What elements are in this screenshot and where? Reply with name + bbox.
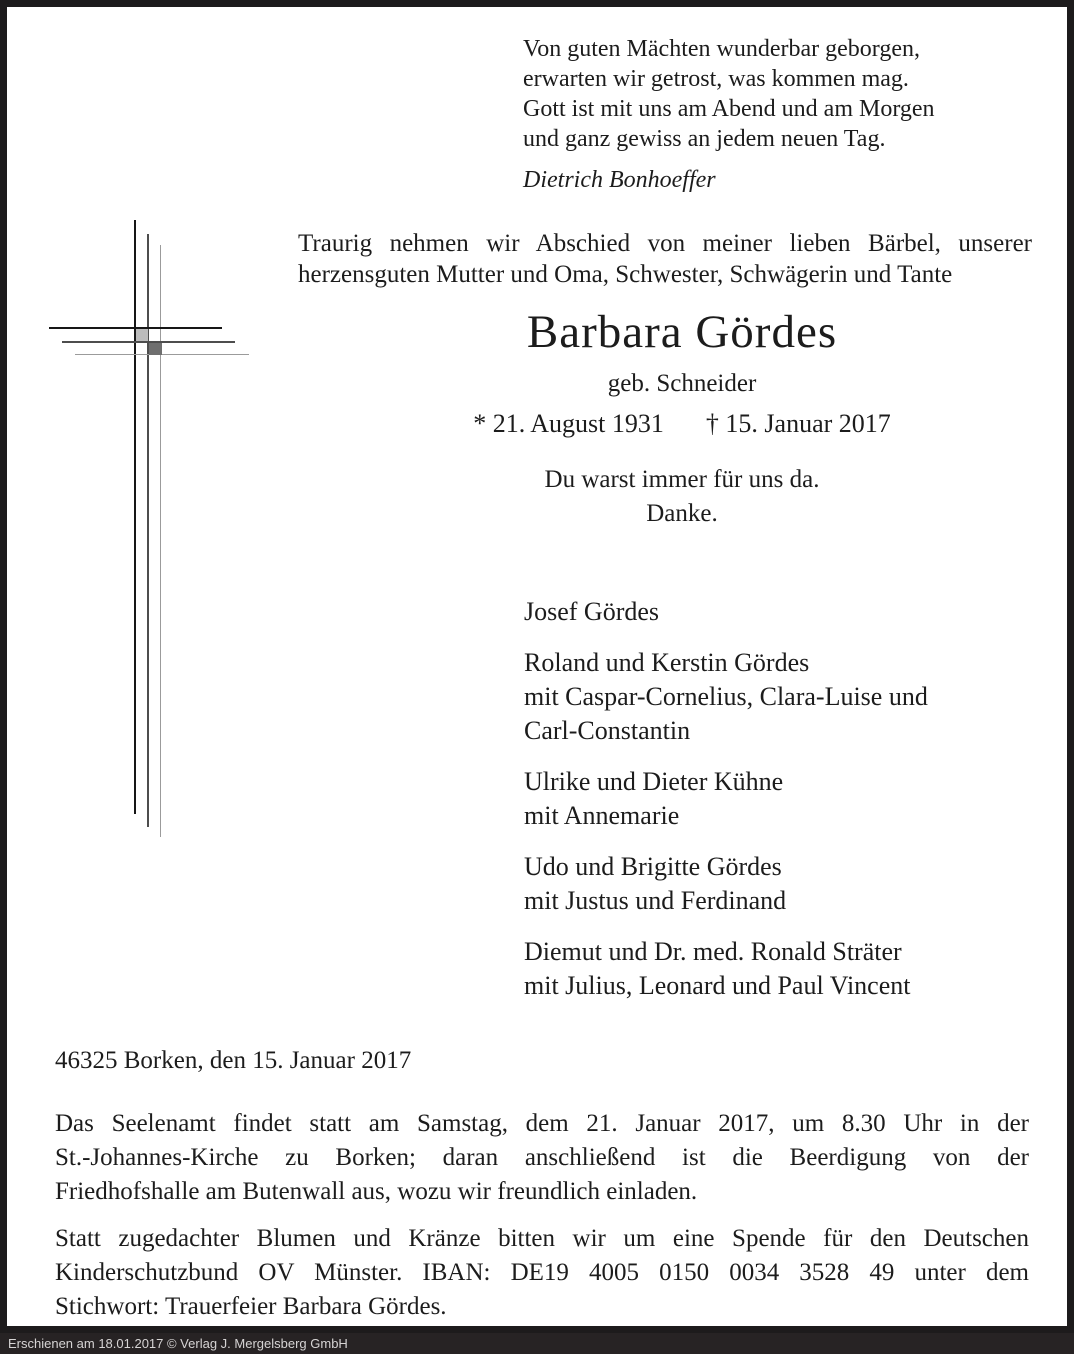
mourner-line: Roland und Kerstin Gördes bbox=[524, 648, 810, 677]
cross-vertical-line-dark bbox=[134, 220, 136, 814]
location-date: 46325 Borken, den 15. Januar 2017 bbox=[55, 1047, 412, 1074]
deceased-birth-name: geb. Schneider bbox=[607, 370, 757, 397]
mourner-line: Josef Gördes bbox=[524, 597, 660, 626]
donation-line: Statt zugedachter Blumen und Kränze bitten wir um eine Spende für den Deutschen bbox=[55, 1225, 1029, 1252]
mourner-line: Carl-Constantin bbox=[524, 716, 691, 745]
poem bbox=[523, 34, 993, 195]
poem-attribution: Dietrich Bonhoeffer bbox=[523, 167, 716, 193]
mourner-line: mit Julius, Leonard und Paul Vincent bbox=[524, 971, 911, 1000]
mourners-list bbox=[524, 595, 1044, 1020]
birth-date: * 21. August 1931 bbox=[473, 409, 664, 438]
cross-square-light bbox=[136, 329, 148, 341]
footer-text: Erschienen am 18.01.2017 © Verlag J. Mergelsberg GmbH bbox=[8, 1336, 348, 1351]
mourner-line: mit Caspar-Cornelius, Clara-Luise und bbox=[524, 682, 928, 711]
intro-line: herzensguten Mutter und Oma, Schwester, Schwägerin und Tante bbox=[298, 261, 953, 288]
life-dates bbox=[302, 408, 1062, 440]
tribute bbox=[302, 463, 1062, 531]
intro-paragraph bbox=[298, 228, 1032, 290]
mourner-line: Diemut und Dr. med. Ronald Sträter bbox=[524, 937, 902, 966]
cross-square-dark bbox=[149, 343, 162, 355]
poem-line: erwarten wir getrost, was kommen mag. bbox=[523, 66, 909, 92]
service-line: Das Seelenamt findet statt am Samstag, dem 21. Januar 2017, um 8.30 Uhr in der bbox=[55, 1110, 1029, 1137]
poem-line: Gott ist mit uns am Abend und am Morgen bbox=[523, 96, 935, 122]
poem-line: und ganz gewiss an jedem neuen Tag. bbox=[523, 126, 886, 152]
service-line: St.-Johannes-Kirche zu Borken; daran anschließend ist die Beerdigung von der bbox=[55, 1144, 1029, 1171]
cross-vertical-line-mid bbox=[147, 234, 149, 827]
mourner-line: mit Justus und Ferdinand bbox=[524, 886, 787, 915]
intro-line: Traurig nehmen wir Abschied von meiner lieben Bärbel, unserer bbox=[298, 230, 1032, 257]
mourner-entry bbox=[524, 850, 1044, 918]
donation-line: Kinderschutzbund OV Münster. IBAN: DE19 4005 0150 0034 3528 49 unter dem bbox=[55, 1259, 1029, 1286]
service-paragraph bbox=[55, 1107, 1029, 1209]
footer-bar bbox=[0, 1333, 1074, 1354]
mourner-line: Ulrike und Dieter Kühne bbox=[524, 767, 784, 796]
donation-line: Stichwort: Trauerfeier Barbara Gördes. bbox=[55, 1293, 447, 1320]
mourner-entry bbox=[524, 765, 1044, 833]
deceased-name: Barbara Gördes bbox=[526, 306, 838, 358]
tribute-line: Danke. bbox=[646, 500, 718, 527]
donation-paragraph bbox=[55, 1222, 1029, 1324]
cross-horizontal-line-light bbox=[75, 354, 249, 355]
death-date: † 15. Januar 2017 bbox=[705, 409, 891, 438]
service-line: Friedhofshalle am Butenwall aus, wozu wir freundlich einladen. bbox=[55, 1178, 698, 1205]
mourner-entry bbox=[524, 646, 1044, 748]
poem-line: Von guten Mächten wunderbar geborgen, bbox=[523, 36, 921, 62]
mourner-line: mit Annemarie bbox=[524, 801, 680, 830]
mourner-entry bbox=[524, 595, 1044, 629]
cross-vertical-line-light bbox=[160, 245, 161, 837]
mourner-entry bbox=[524, 935, 1044, 1003]
tribute-line: Du warst immer für uns da. bbox=[544, 466, 820, 493]
mourner-line: Udo und Brigitte Gördes bbox=[524, 852, 782, 881]
